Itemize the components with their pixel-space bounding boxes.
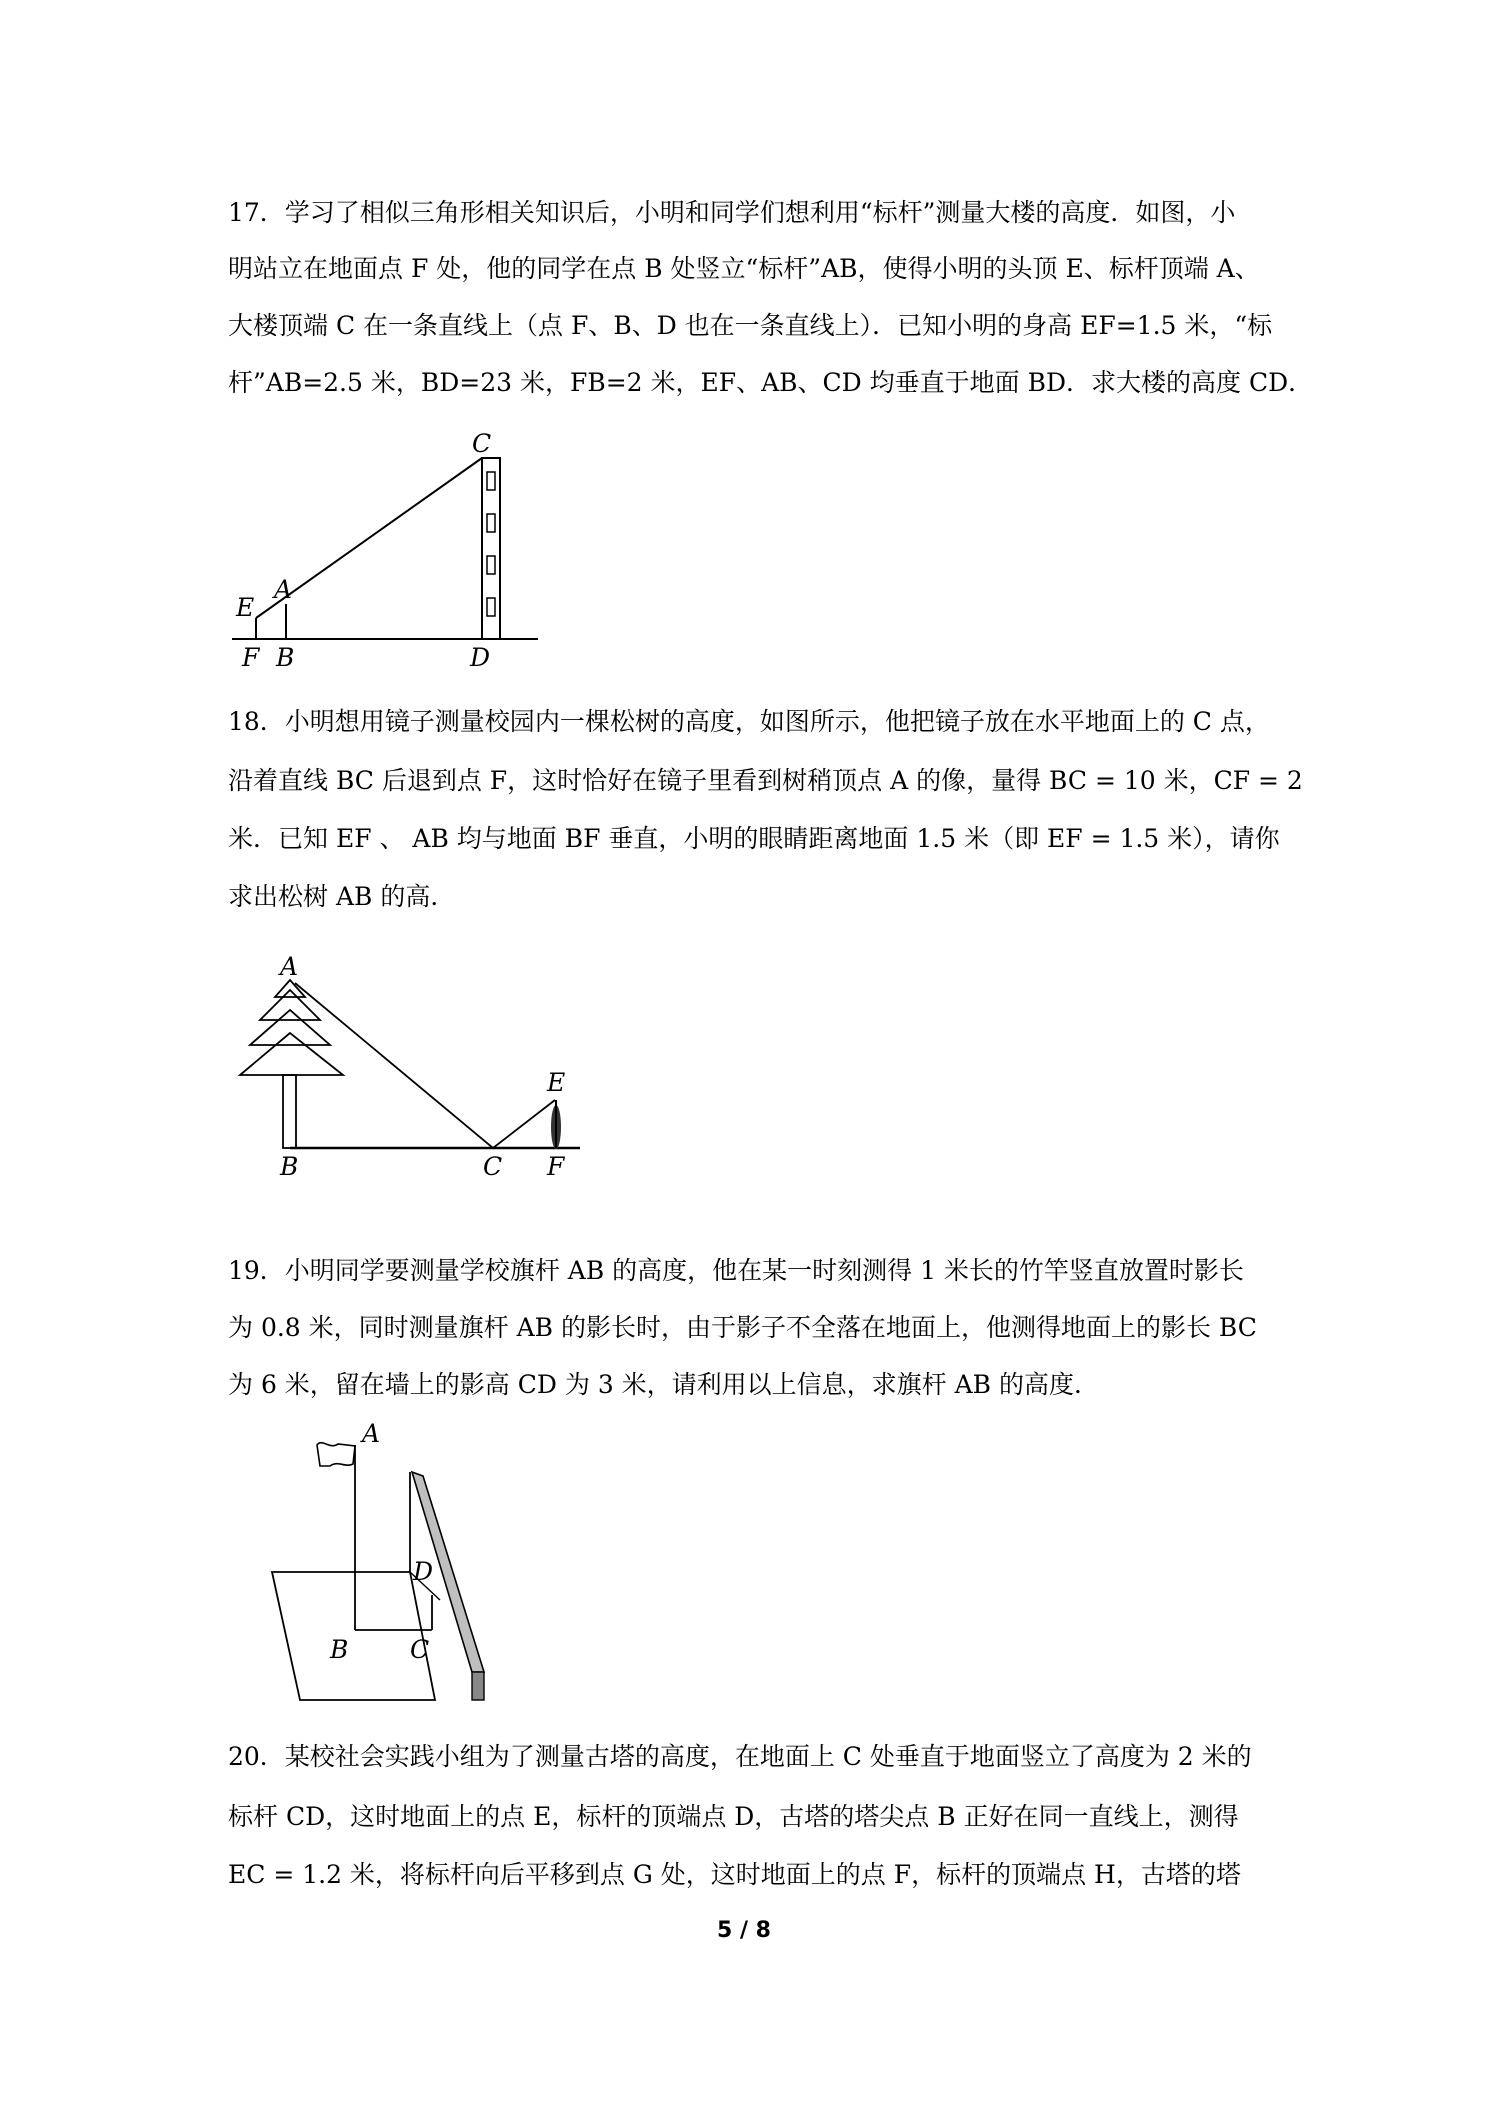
building-window [487,556,495,574]
figure-17 [220,420,550,680]
label-a: A [274,575,293,604]
problem-18-line-4: 求出松树 AB 的高． [228,882,456,911]
label-f: F [547,1152,565,1181]
page-number: 5 / 8 [717,1918,771,1943]
problem-17-line-1: 17．学习了相似三角形相关知识后，小明和同学们想利用“标杆”测量大楼的高度．如图，小 [228,198,1236,227]
tree-tier-2 [260,990,320,1020]
problem-19-line-2: 为 0.8 米，同时测量旗杆 AB 的影长时，由于影子不全落在地面上，他测得地面上的影长 BC [228,1313,1257,1342]
label-b: B [276,643,295,672]
tree-tier-3 [250,1010,330,1045]
problem-19-line-3: 为 6 米，留在墙上的影高 CD 为 3 米，请利用以上信息，求旗杆 AB 的高度． [228,1370,1099,1399]
light-ray-ac [295,983,493,1148]
problem-20-line-3: EC = 1.2 米，将标杆向后平移到点 G 处，这时地面上的点 F，标杆的顶端点 H，古塔的塔 [228,1860,1241,1889]
light-ray-ce [493,1100,555,1148]
figure-19 [260,1420,510,1720]
flag [317,1443,355,1466]
label-d: D [470,643,491,672]
label-d: D [413,1557,434,1586]
label-e: E [547,1068,566,1097]
problem-20-line-1: 20．某校社会实践小组为了测量古塔的高度，在地面上 C 处垂直于地面竖立了高度为 2 米的 [228,1742,1252,1771]
problem-20-line-2: 标杆 CD，这时地面上的点 E，标杆的顶端点 D，古塔的塔尖点 B 正好在同一直线上，测得 [228,1802,1239,1831]
problem-17-line-4: 杆”AB=2.5 米，BD=23 米，FB=2 米，EF、AB、CD 均垂直于地面 BD．求大楼的高度 CD． [228,368,1314,397]
label-f: F [242,643,260,672]
figure-18 [225,955,595,1225]
problem-18-line-1: 18．小明想用镜子测量校园内一棵松树的高度，如图所示，他把镜子放在水平地面上的 C 点， [228,707,1270,736]
wall-side [472,1672,484,1700]
label-e: E [236,593,255,622]
problem-17-line-3: 大楼顶端 C 在一条直线上（点 F、B、D 也在一条直线上）．已知小明的身高 EF=1.5 米，“标 [228,311,1273,340]
building-window [487,514,495,532]
label-c: C [483,1152,503,1181]
problem-19-line-1: 19．小明同学要测量学校旗杆 AB 的高度，他在某一时刻测得 1 米长的竹竿竖直放置时影长 [228,1256,1244,1285]
label-b: B [280,1152,299,1181]
building-cd [482,458,500,639]
problem-18-line-3: 米．已知 EF 、 AB 均与地面 BF 垂直，小明的眼睛距离地面 1.5 米（即 EF = 1.5 米），请你 [228,824,1280,853]
label-a: A [362,1420,381,1448]
problem-17-line-2: 明站立在地面点 F 处，他的同学在点 B 处竖立“标杆”AB，使得小明的头顶 E、标杆顶端 A、 [228,254,1260,283]
label-a: A [280,955,299,981]
tree-trunk [283,1075,296,1148]
label-c: C [410,1635,430,1664]
problem-18-line-2: 沿着直线 BC 后退到点 F，这时恰好在镜子里看到树稍顶点 A 的像，量得 BC = 10 米，CF = 2 [228,766,1303,795]
building-window [487,472,495,490]
label-c: C [472,429,492,458]
label-b: B [330,1635,349,1664]
building-window [487,598,495,616]
